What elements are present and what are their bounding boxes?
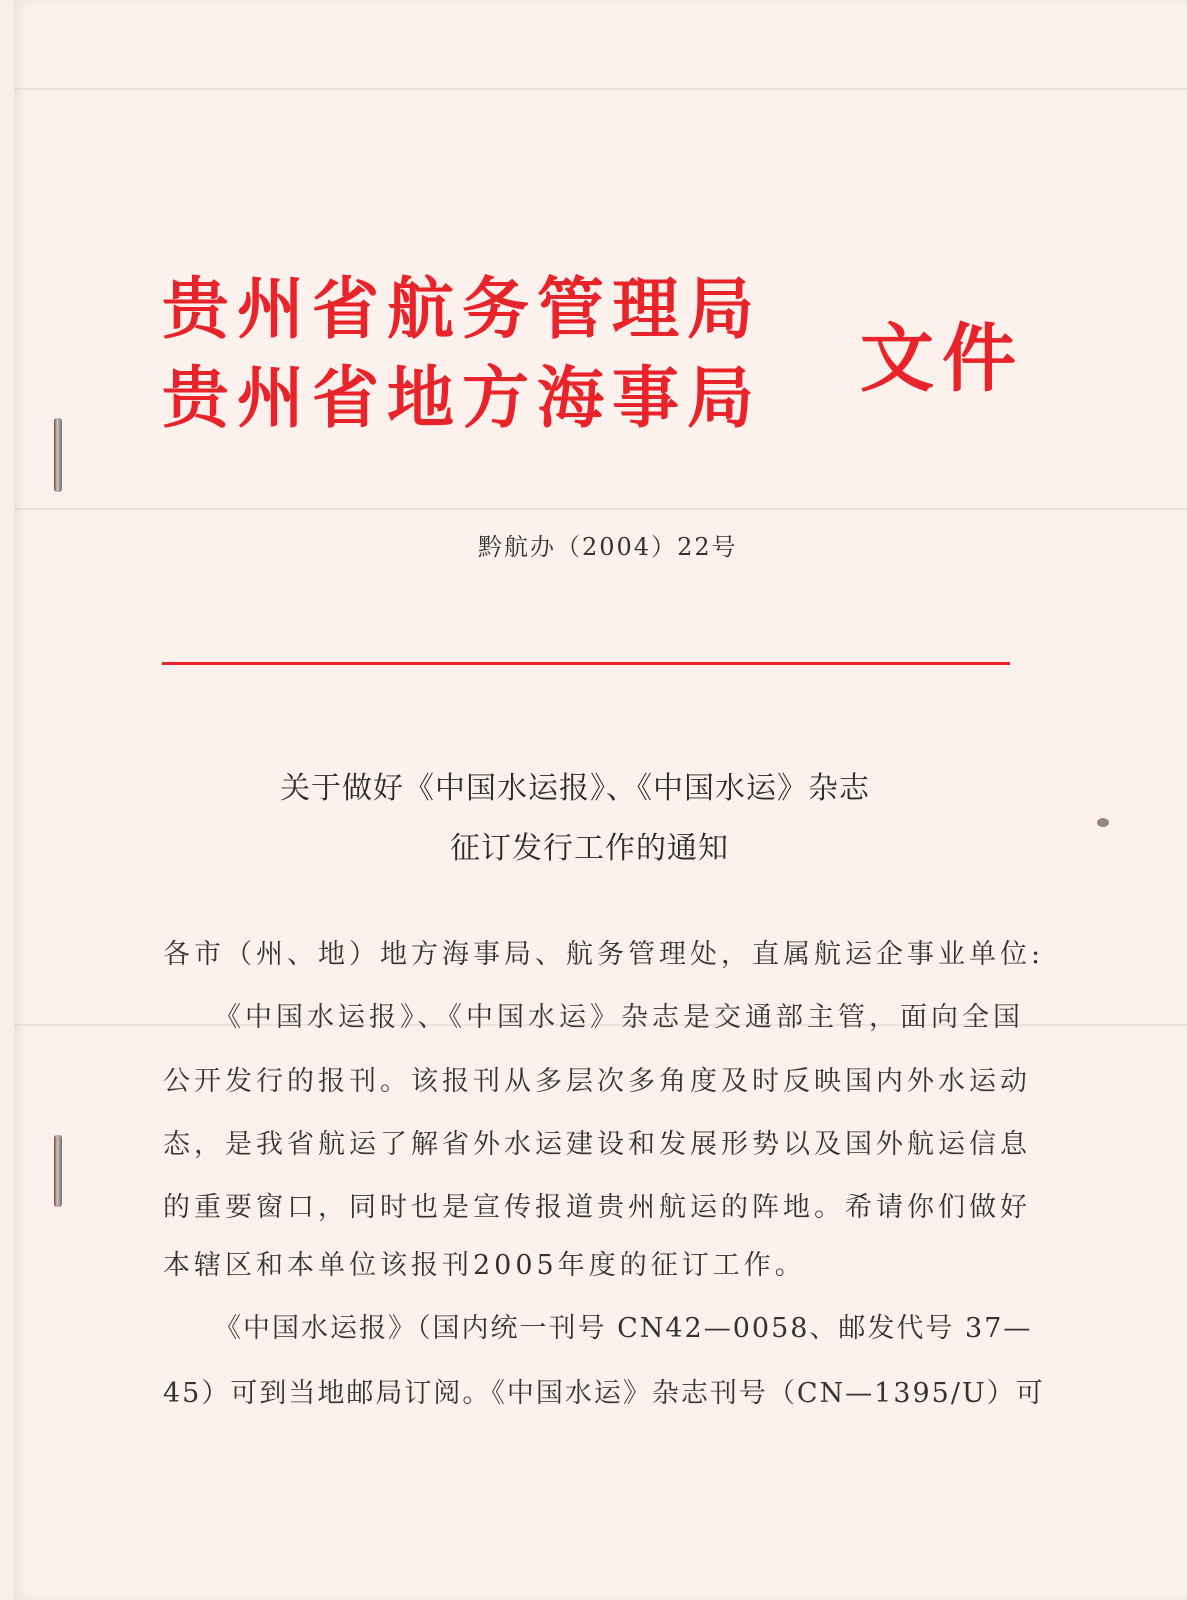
paper-fold <box>14 88 1187 90</box>
paper-edge <box>0 0 14 1600</box>
document-number: 黔航办（2004）22号 <box>478 533 738 561</box>
body-text-line: 公开发行的报刊。该报刊从多层次多角度及时反映国内外水运动 <box>163 1066 1031 1097</box>
notice-title-line-2: 征订发行工作的通知 <box>450 831 729 866</box>
staple-icon <box>54 1135 62 1207</box>
ink-smudge <box>1097 818 1109 827</box>
body-text-line: 的重要窗口，同时也是宣传报道贵州航运的阵地。希请你们做好 <box>163 1192 1031 1223</box>
document-label: 文件 <box>860 316 1024 402</box>
issuing-org-line-2: 贵州省地方海事局 <box>162 359 762 437</box>
body-text-line: 态，是我省航运了解省外水运建设和发展形势以及国外航运信息 <box>163 1129 1031 1160</box>
body-text-line: 《中国水运报》、《中国水运》杂志是交通部主管，面向全国 <box>214 1002 1024 1033</box>
red-separator-rule <box>162 662 1010 665</box>
staple-icon <box>54 418 62 492</box>
body-text-line: 本辖区和本单位该报刊2005年度的征订工作。 <box>163 1250 806 1281</box>
notice-title-line-1: 关于做好《中国水运报》、《中国水运》杂志 <box>280 771 870 806</box>
paper-fold <box>14 508 1187 510</box>
recipients-line: 各市（州、地）地方海事局、航务管理处，直属航运企事业单位: <box>163 939 1045 970</box>
issuing-org-line-1: 贵州省航务管理局 <box>162 270 762 348</box>
body-text-line: 45）可到当地邮局订阅。《中国水运》杂志刊号（CN—1395/U）可 <box>163 1378 1045 1409</box>
body-text-line: 《中国水运报》（国内统一刊号 CN42—0058、邮发代号 37— <box>214 1313 1033 1344</box>
